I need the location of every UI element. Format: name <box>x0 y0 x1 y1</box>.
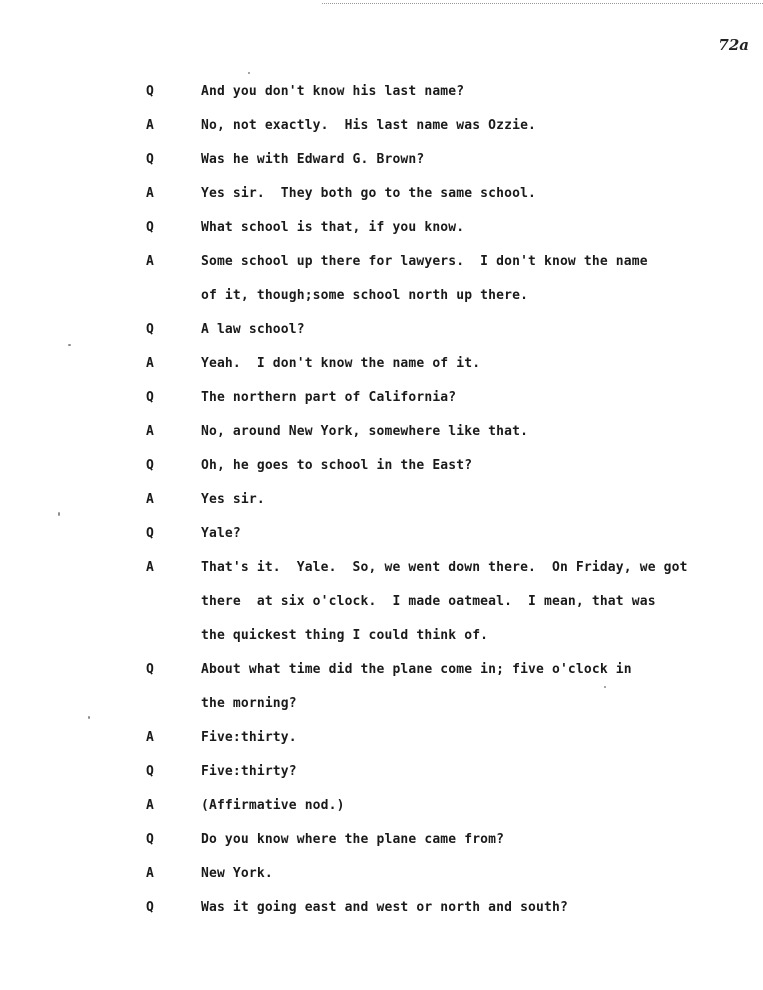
transcript-line <box>0 866 763 900</box>
speaker-label: A <box>146 866 154 881</box>
transcript-line <box>0 118 763 152</box>
line-text: No, not exactly. His last name was Ozzie. <box>201 118 537 133</box>
transcript-line <box>0 288 763 322</box>
scan-speck <box>604 686 606 688</box>
line-text: About what time did the plane come in; five o'clock in <box>201 662 632 677</box>
line-text: Oh, he goes to school in the East? <box>201 458 473 473</box>
speaker-label: Q <box>146 764 154 779</box>
speaker-label: Q <box>146 458 154 473</box>
speaker-label: A <box>146 356 154 371</box>
speaker-label: Q <box>146 390 154 405</box>
line-text: Five:thirty? <box>201 764 297 779</box>
scan-speck <box>88 716 90 719</box>
transcript <box>0 84 763 934</box>
line-text: the morning? <box>201 696 297 711</box>
line-text: the quickest thing I could think of. <box>201 628 489 643</box>
speaker-label: Q <box>146 322 154 337</box>
transcript-line <box>0 152 763 186</box>
scan-speck <box>58 512 60 516</box>
page-number: 72a <box>718 36 749 54</box>
transcript-line <box>0 730 763 764</box>
transcript-line <box>0 798 763 832</box>
transcript-line <box>0 424 763 458</box>
speaker-label: A <box>146 492 154 507</box>
line-text: Was it going east and west or north and south? <box>201 900 568 915</box>
transcript-line <box>0 696 763 730</box>
transcript-line <box>0 186 763 220</box>
speaker-label: Q <box>146 662 154 677</box>
line-text: Yale? <box>201 526 241 541</box>
transcript-line <box>0 628 763 662</box>
line-text: Do you know where the plane came from? <box>201 832 505 847</box>
scan-speck <box>68 344 71 346</box>
transcript-line <box>0 764 763 798</box>
speaker-label: Q <box>146 152 154 167</box>
scan-speck <box>248 72 250 74</box>
speaker-label: Q <box>146 526 154 541</box>
line-text: there at six o'clock. I made oatmeal. I mean, that was <box>201 594 656 609</box>
line-text: Yes sir. They both go to the same school. <box>201 186 537 201</box>
line-text: (Affirmative nod.) <box>201 798 345 813</box>
speaker-label: Q <box>146 832 154 847</box>
transcript-line <box>0 254 763 288</box>
speaker-label: A <box>146 560 154 575</box>
transcript-line <box>0 390 763 424</box>
speaker-label: A <box>146 118 154 133</box>
transcript-line <box>0 220 763 254</box>
line-text: No, around New York, somewhere like that. <box>201 424 529 439</box>
transcript-line <box>0 322 763 356</box>
speaker-label: A <box>146 254 154 269</box>
line-text: That's it. Yale. So, we went down there. On Friday, we got <box>201 560 688 575</box>
line-text: New York. <box>201 866 273 881</box>
line-text: Some school up there for lawyers. I don't know the name <box>201 254 648 269</box>
transcript-line <box>0 458 763 492</box>
speaker-label: Q <box>146 220 154 235</box>
speaker-label: A <box>146 424 154 439</box>
line-text: The northern part of California? <box>201 390 457 405</box>
line-text: What school is that, if you know. <box>201 220 465 235</box>
top-dotted-rule <box>322 3 763 4</box>
line-text: Was he with Edward G. Brown? <box>201 152 425 167</box>
line-text: A law school? <box>201 322 305 337</box>
line-text: Yes sir. <box>201 492 265 507</box>
line-text: Five:thirty. <box>201 730 297 745</box>
speaker-label: Q <box>146 900 154 915</box>
speaker-label: A <box>146 798 154 813</box>
transcript-line <box>0 662 763 696</box>
speaker-label: A <box>146 186 154 201</box>
transcript-line <box>0 356 763 390</box>
speaker-label: A <box>146 730 154 745</box>
transcript-line <box>0 526 763 560</box>
line-text: And you don't know his last name? <box>201 84 465 99</box>
transcript-line <box>0 560 763 594</box>
transcript-line <box>0 594 763 628</box>
transcript-line <box>0 492 763 526</box>
line-text: of it, though;some school north up there. <box>201 288 529 303</box>
transcript-line <box>0 832 763 866</box>
speaker-label: Q <box>146 84 154 99</box>
transcript-line <box>0 84 763 118</box>
transcript-line <box>0 900 763 934</box>
line-text: Yeah. I don't know the name of it. <box>201 356 481 371</box>
